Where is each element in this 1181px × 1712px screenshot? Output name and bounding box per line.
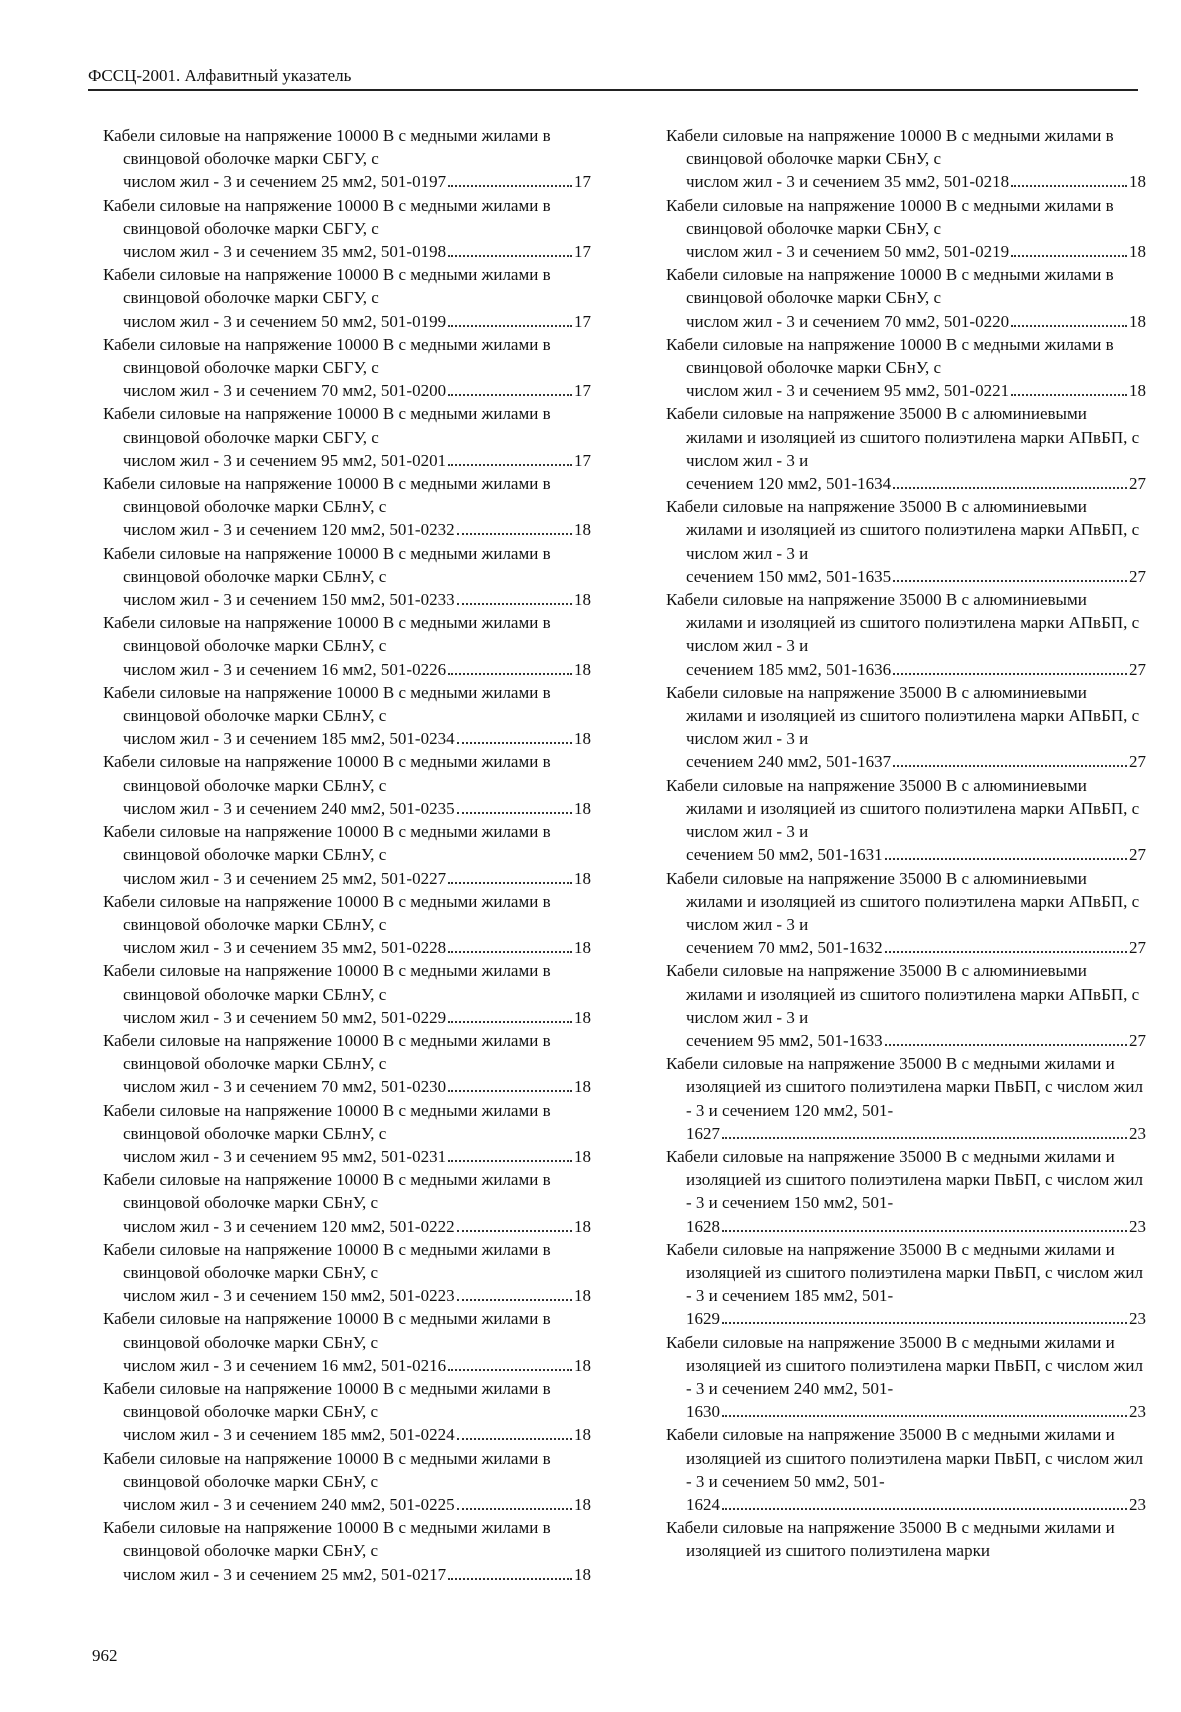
index-entry	[666, 1238, 1146, 1331]
index-entry-continued: Кабели силовые на напряжение 35000 В с медными жилами и изоляцией из сшитого полиэтилена марки	[666, 1518, 1115, 1561]
index-entry-code: 1624	[686, 1494, 720, 1514]
index-entry-last-line	[123, 727, 591, 750]
index-entry	[103, 1099, 591, 1169]
index-entry-last-line	[123, 1145, 591, 1168]
index-entry	[103, 472, 591, 542]
index-entry-page: 17	[574, 450, 591, 470]
index-entry-text: Кабели силовые на напряжение 10000 В с медными жилами в свинцовой оболочке марки СБлнУ, с	[103, 543, 551, 586]
index-entry-text: Кабели силовые на напряжение 10000 В с медными жилами в свинцовой оболочке марки СБнУ, с	[103, 1170, 551, 1213]
index-entry-page: 17	[574, 381, 591, 401]
index-entry	[666, 867, 1146, 960]
index-entry-code: числом жил - 3 и сечением 150 мм2, 501-0233	[123, 590, 455, 610]
index-entry-page: 17	[574, 242, 591, 262]
index-entry-code: числом жил - 3 и сечением 25 мм2, 501-0217	[123, 1564, 447, 1584]
index-entry	[103, 820, 591, 890]
index-entry-text: Кабели силовые на напряжение 10000 В с медными жилами в свинцовой оболочке марки СБлнУ, с	[103, 961, 551, 1004]
index-entry-last-line	[686, 170, 1146, 193]
index-entry-code: числом жил - 3 и сечением 95 мм2, 501-0221	[686, 381, 1010, 401]
index-entry-page: 18	[574, 1494, 591, 1514]
index-entry	[103, 402, 591, 472]
index-entry-text: Кабели силовые на напряжение 10000 В с медными жилами в свинцовой оболочке марки СБлнУ, с	[103, 1030, 551, 1074]
index-entry	[103, 959, 591, 1029]
index-entry	[103, 1447, 591, 1517]
index-entry-last-line	[123, 797, 591, 820]
index-entry-code: числом жил - 3 и сечением 35 мм2, 501-0198	[123, 242, 447, 262]
index-entry-page: 18	[574, 1007, 591, 1027]
index-entry-page: 27	[1129, 752, 1146, 772]
index-entry-text: Кабели силовые на напряжение 10000 В с медными жилами в свинцовой оболочке марки СБнУ, с	[666, 195, 1114, 238]
dot-leader	[1011, 325, 1127, 327]
index-entry	[103, 333, 591, 403]
index-entry-code: числом жил - 3 и сечением 185 мм2, 501-0234	[123, 729, 455, 749]
index-entry	[103, 1168, 591, 1238]
index-entry	[103, 542, 591, 612]
index-entry-page: 27	[1129, 1030, 1146, 1050]
index-entry-page: 18	[574, 1355, 591, 1375]
index-entry-code: числом жил - 3 и сечением 120 мм2, 501-0232	[123, 520, 455, 540]
index-entry-last-line	[686, 750, 1146, 773]
index-entry-text: Кабели силовые на напряжение 10000 В с медными жилами в свинцовой оболочке марки СБнУ, с	[103, 1378, 551, 1422]
index-entry-text: Кабели силовые на напряжение 10000 В с медными жилами в свинцовой оболочке марки СБнУ, с	[103, 1448, 551, 1491]
index-entry	[103, 194, 591, 264]
index-entry-text: Кабели силовые на напряжение 10000 В с медными жилами в свинцовой оболочке марки СБлнУ, с	[103, 682, 551, 726]
dot-leader	[457, 533, 572, 535]
index-entry-page: 27	[1129, 659, 1146, 679]
index-entry-text: Кабели силовые на напряжение 35000 В с алюминиевыми жилами и изоляцией из сшитого полиэтилена марки АПвБП, с числом жил - 3 и	[666, 775, 1140, 842]
index-entry-last-line	[686, 310, 1146, 333]
index-entry-page: 18	[574, 1425, 591, 1445]
index-entry	[666, 681, 1146, 774]
index-entry-page: 18	[1129, 311, 1146, 331]
dot-leader	[457, 812, 572, 814]
dot-leader	[448, 185, 572, 187]
page-number: 962	[92, 1646, 118, 1665]
index-entry-text: Кабели силовые на напряжение 10000 В с медными жилами в свинцовой оболочке марки СБГУ, с	[103, 126, 551, 169]
dot-leader	[457, 1299, 572, 1301]
index-entry-page: 23	[1129, 1123, 1146, 1143]
index-entry-last-line	[686, 379, 1146, 402]
index-entry-code: сечением 50 мм2, 501-1631	[686, 845, 883, 865]
dot-leader	[448, 325, 572, 327]
index-entry-last-line	[123, 240, 591, 263]
index-entry	[103, 750, 591, 820]
dot-leader	[722, 1415, 1127, 1417]
index-entry-last-line	[123, 1354, 591, 1377]
index-entry	[103, 263, 591, 333]
index-entry-code: числом жил - 3 и сечением 25 мм2, 501-0227	[123, 868, 447, 888]
dot-leader	[722, 1322, 1127, 1324]
index-entry-last-line	[686, 1400, 1146, 1423]
index-column-right	[666, 124, 1146, 1563]
dot-leader	[448, 1578, 572, 1580]
index-entry-page: 18	[574, 798, 591, 818]
dot-leader	[448, 951, 572, 953]
index-entry-code: числом жил - 3 и сечением 70 мм2, 501-0200	[123, 381, 447, 401]
dot-leader	[448, 1090, 572, 1092]
index-entry-page: 18	[574, 1286, 591, 1306]
index-entry-text: Кабели силовые на напряжение 10000 В с медными жилами в свинцовой оболочке марки СБлнУ, с	[103, 891, 551, 934]
index-entry-last-line	[686, 936, 1146, 959]
index-entry-text: Кабели силовые на напряжение 10000 В с медными жилами в свинцовой оболочке марки СБГУ, с	[103, 334, 551, 378]
index-entry-text: Кабели силовые на напряжение 35000 В с медными жилами и изоляцией из сшитого полиэтилена марки ПвБП, с числом жил - 3 и сечением 185 мм2, 501-	[666, 1239, 1143, 1306]
index-entry-code: числом жил - 3 и сечением 150 мм2, 501-0223	[123, 1286, 455, 1306]
index-entry-last-line	[123, 867, 591, 890]
dot-leader	[893, 673, 1127, 675]
index-entry-text: Кабели силовые на напряжение 35000 В с алюминиевыми жилами и изоляцией из сшитого полиэтилена марки АПвБП, с числом жил - 3 и	[666, 404, 1140, 470]
index-entry-text: Кабели силовые на напряжение 10000 В с медными жилами в свинцовой оболочке марки СБГУ, с	[103, 195, 551, 238]
index-entry-code: числом жил - 3 и сечением 35 мм2, 501-0218	[686, 172, 1010, 192]
index-entry-page: 18	[574, 938, 591, 958]
index-entry-last-line	[686, 658, 1146, 681]
index-entry-text: Кабели силовые на напряжение 10000 В с медными жилами в свинцовой оболочке марки СБлнУ, с	[103, 822, 551, 865]
index-entry-text: Кабели силовые на напряжение 35000 В с алюминиевыми жилами и изоляцией из сшитого полиэтилена марки АПвБП, с числом жил - 3 и	[666, 590, 1140, 656]
index-entry-last-line	[123, 449, 591, 472]
index-entry-code: числом жил - 3 и сечением 35 мм2, 501-0228	[123, 938, 447, 958]
dot-leader	[457, 1230, 572, 1232]
index-entry-last-line	[686, 843, 1146, 866]
index-entry-code: сечением 240 мм2, 501-1637	[686, 752, 892, 772]
index-entry-last-line	[686, 1493, 1146, 1516]
index-entry-code: 1630	[686, 1402, 720, 1422]
index-entry-last-line	[686, 240, 1146, 263]
index-entry-code: 1629	[686, 1309, 720, 1329]
index-entry-last-line	[686, 1029, 1146, 1052]
dot-leader	[885, 858, 1127, 860]
index-entry-code: числом жил - 3 и сечением 70 мм2, 501-0220	[686, 311, 1010, 331]
index-entry-text: Кабели силовые на напряжение 35000 В с алюминиевыми жилами и изоляцией из сшитого полиэтилена марки АПвБП, с числом жил - 3 и	[666, 961, 1140, 1027]
index-entry-code: 1627	[686, 1123, 720, 1143]
index-entry-text: Кабели силовые на напряжение 10000 В с медными жилами в свинцовой оболочке марки СБлнУ, с	[103, 1100, 551, 1143]
running-header: ФССЦ-2001. Алфавитный указатель	[88, 66, 352, 85]
index-entry-code: числом жил - 3 и сечением 185 мм2, 501-0224	[123, 1425, 455, 1445]
index-entry	[103, 681, 591, 751]
index-entry-code: числом жил - 3 и сечением 95 мм2, 501-0231	[123, 1146, 447, 1166]
index-entry-code: числом жил - 3 и сечением 50 мм2, 501-0219	[686, 242, 1010, 262]
index-entry-last-line	[123, 936, 591, 959]
index-entry	[666, 124, 1146, 194]
dot-leader	[893, 487, 1127, 489]
index-entry-text: Кабели силовые на напряжение 35000 В с медными жилами и изоляцией из сшитого полиэтилена марки ПвБП, с числом жил - 3 и сечением 120 мм2, 501-	[666, 1054, 1143, 1120]
dot-leader	[722, 1230, 1127, 1232]
dot-leader	[893, 765, 1127, 767]
index-entry-last-line	[123, 1215, 591, 1238]
index-entry-text: Кабели силовые на напряжение 10000 В с медными жилами в свинцовой оболочке марки СБГУ, с	[103, 265, 551, 308]
index-entry-page: 23	[1129, 1494, 1146, 1514]
dot-leader	[1011, 394, 1127, 396]
index-entry	[666, 588, 1146, 681]
index-entry	[103, 1516, 591, 1586]
index-column-left	[103, 124, 591, 1586]
index-entry-code: сечением 150 мм2, 501-1635	[686, 566, 892, 586]
dot-leader	[448, 673, 572, 675]
index-entry-page: 18	[574, 729, 591, 749]
dot-leader	[448, 255, 572, 257]
dot-leader	[1011, 255, 1127, 257]
index-entry-text: Кабели силовые на напряжение 35000 В с медными жилами и изоляцией из сшитого полиэтилена марки ПвБП, с числом жил - 3 и сечением 150 мм2, 501-	[666, 1146, 1143, 1213]
dot-leader	[893, 580, 1127, 582]
index-entry	[103, 611, 591, 681]
index-entry-last-line	[123, 1075, 591, 1098]
index-entry-page: 18	[1129, 381, 1146, 401]
index-entry-page: 18	[574, 659, 591, 679]
index-entry-text: Кабели силовые на напряжение 10000 В с медными жилами в свинцовой оболочке марки СБнУ, с	[103, 1309, 551, 1352]
index-entry-code: сечением 185 мм2, 501-1636	[686, 659, 892, 679]
index-entry-page: 17	[574, 311, 591, 331]
dot-leader	[448, 394, 572, 396]
index-entry	[666, 1052, 1146, 1145]
index-entry-last-line	[686, 472, 1146, 495]
index-entry	[666, 333, 1146, 403]
dot-leader	[448, 1160, 572, 1162]
index-entry-last-line	[123, 588, 591, 611]
index-entry-text: Кабели силовые на напряжение 10000 В с медными жилами в свинцовой оболочке марки СБнУ, с	[103, 1239, 551, 1282]
index-entry-page: 18	[574, 1077, 591, 1097]
index-entry-page: 18	[574, 1564, 591, 1584]
index-entry-page: 18	[1129, 242, 1146, 262]
index-entry-code: числом жил - 3 и сечением 240 мм2, 501-0235	[123, 798, 455, 818]
index-entry-text: Кабели силовые на напряжение 10000 В с медными жилами в свинцовой оболочке марки СБнУ, с	[666, 126, 1114, 169]
index-entry-code: сечением 120 мм2, 501-1634	[686, 474, 892, 494]
dot-leader	[457, 1508, 572, 1510]
index-entry	[103, 1238, 591, 1308]
index-entry-text: Кабели силовые на напряжение 10000 В с медными жилами в свинцовой оболочке марки СБнУ, с	[666, 265, 1114, 308]
index-entry-page: 18	[574, 520, 591, 540]
dot-leader	[457, 1438, 572, 1440]
index-entry-last-line	[123, 518, 591, 541]
index-entry-text: Кабели силовые на напряжение 10000 В с медными жилами в свинцовой оболочке марки СБГУ, с	[103, 404, 551, 447]
index-entry-page: 23	[1129, 1402, 1146, 1422]
header-rule	[88, 89, 1138, 91]
index-entry-last-line	[123, 310, 591, 333]
index-entry-page: 27	[1129, 938, 1146, 958]
index-entry-code: числом жил - 3 и сечением 50 мм2, 501-0229	[123, 1007, 447, 1027]
dot-leader	[448, 464, 572, 466]
index-entry-page: 18	[574, 590, 591, 610]
index-entry-text: Кабели силовые на напряжение 10000 В с медными жилами в свинцовой оболочке марки СБлнУ, с	[103, 613, 551, 656]
index-entry-text: Кабели силовые на напряжение 10000 В с медными жилами в свинцовой оболочке марки СБлнУ, с	[103, 752, 551, 795]
index-entry-last-line	[686, 565, 1146, 588]
index-entry-last-line	[123, 1006, 591, 1029]
index-entry-code: 1628	[686, 1216, 720, 1236]
index-entry-code: числом жил - 3 и сечением 25 мм2, 501-0197	[123, 172, 447, 192]
index-entry-code: числом жил - 3 и сечением 240 мм2, 501-0225	[123, 1494, 455, 1514]
index-entry	[103, 1307, 591, 1377]
dot-leader	[722, 1137, 1127, 1139]
index-entry-last-line	[123, 379, 591, 402]
dot-leader	[885, 951, 1127, 953]
dot-leader	[448, 1369, 572, 1371]
index-entry-last-line	[686, 1122, 1146, 1145]
index-entry	[666, 495, 1146, 588]
dot-leader	[457, 742, 572, 744]
index-entry-text: Кабели силовые на напряжение 10000 В с медными жилами в свинцовой оболочке марки СБлнУ, с	[103, 474, 551, 517]
index-entry	[666, 1423, 1146, 1516]
index-entry	[103, 124, 591, 194]
index-entry-page: 23	[1129, 1309, 1146, 1329]
index-entry-page: 23	[1129, 1216, 1146, 1236]
index-entry-last-line	[123, 1563, 591, 1586]
index-entry-text: Кабели силовые на напряжение 35000 В с алюминиевыми жилами и изоляцией из сшитого полиэтилена марки АПвБП, с числом жил - 3 и	[666, 497, 1140, 563]
dot-leader	[722, 1508, 1127, 1510]
index-entry	[103, 1377, 591, 1447]
index-entry-last-line	[123, 1423, 591, 1446]
index-entry	[666, 1331, 1146, 1424]
index-entry	[666, 1145, 1146, 1238]
index-entry-code: числом жил - 3 и сечением 120 мм2, 501-0222	[123, 1216, 455, 1236]
index-entry-text: Кабели силовые на напряжение 35000 В с медными жилами и изоляцией из сшитого полиэтилена марки ПвБП, с числом жил - 3 и сечением 50 мм2, 501-	[666, 1425, 1143, 1491]
index-entry	[103, 890, 591, 960]
index-entry-page: 18	[574, 1146, 591, 1166]
index-entry-text: Кабели силовые на напряжение 10000 В с медными жилами в свинцовой оболочке марки СБнУ, с	[666, 334, 1114, 378]
index-entry-code: сечением 95 мм2, 501-1633	[686, 1030, 883, 1050]
index-entry-code: сечением 70 мм2, 501-1632	[686, 938, 883, 958]
dot-leader	[457, 603, 572, 605]
index-entry-text: Кабели силовые на напряжение 10000 В с медными жилами в свинцовой оболочке марки СБнУ, с	[103, 1518, 551, 1561]
index-entry-code: числом жил - 3 и сечением 50 мм2, 501-0199	[123, 311, 447, 331]
index-entry-code: числом жил - 3 и сечением 16 мм2, 501-0216	[123, 1355, 447, 1375]
index-entry-page: 27	[1129, 566, 1146, 586]
index-entry-page: 17	[574, 172, 591, 192]
index-entry	[103, 1029, 591, 1099]
index-entry-last-line	[123, 170, 591, 193]
index-entry-code: числом жил - 3 и сечением 70 мм2, 501-0230	[123, 1077, 447, 1097]
index-entry-text: Кабели силовые на напряжение 35000 В с алюминиевыми жилами и изоляцией из сшитого полиэтилена марки АПвБП, с числом жил - 3 и	[666, 682, 1140, 749]
index-entry-page: 18	[574, 868, 591, 888]
dot-leader	[448, 882, 572, 884]
index-entry	[666, 959, 1146, 1052]
index-entry-code: числом жил - 3 и сечением 95 мм2, 501-0201	[123, 450, 447, 470]
dot-leader	[448, 1021, 572, 1023]
index-entry-last-line	[686, 1307, 1146, 1330]
index-entry	[666, 194, 1146, 264]
index-entry-page: 27	[1129, 845, 1146, 865]
index-entry-last-line	[686, 1215, 1146, 1238]
index-entry	[666, 402, 1146, 495]
index-entry-page: 18	[574, 1216, 591, 1236]
index-entry-text: Кабели силовые на напряжение 35000 В с медными жилами и изоляцией из сшитого полиэтилена марки ПвБП, с числом жил - 3 и сечением 240 мм2, 501-	[666, 1332, 1143, 1398]
index-entry-last-line	[123, 1493, 591, 1516]
index-entry-page: 18	[1129, 172, 1146, 192]
index-entry-text: Кабели силовые на напряжение 35000 В с алюминиевыми жилами и изоляцией из сшитого полиэтилена марки АПвБП, с числом жил - 3 и	[666, 868, 1140, 934]
index-entry-last-line	[123, 658, 591, 681]
index-entry	[666, 774, 1146, 867]
dot-leader	[885, 1044, 1127, 1046]
index-entry	[666, 263, 1146, 333]
index-entry-last-line	[123, 1284, 591, 1307]
dot-leader	[1011, 185, 1127, 187]
index-entry-page: 27	[1129, 474, 1146, 494]
index-entry-code: числом жил - 3 и сечением 16 мм2, 501-0226	[123, 659, 447, 679]
